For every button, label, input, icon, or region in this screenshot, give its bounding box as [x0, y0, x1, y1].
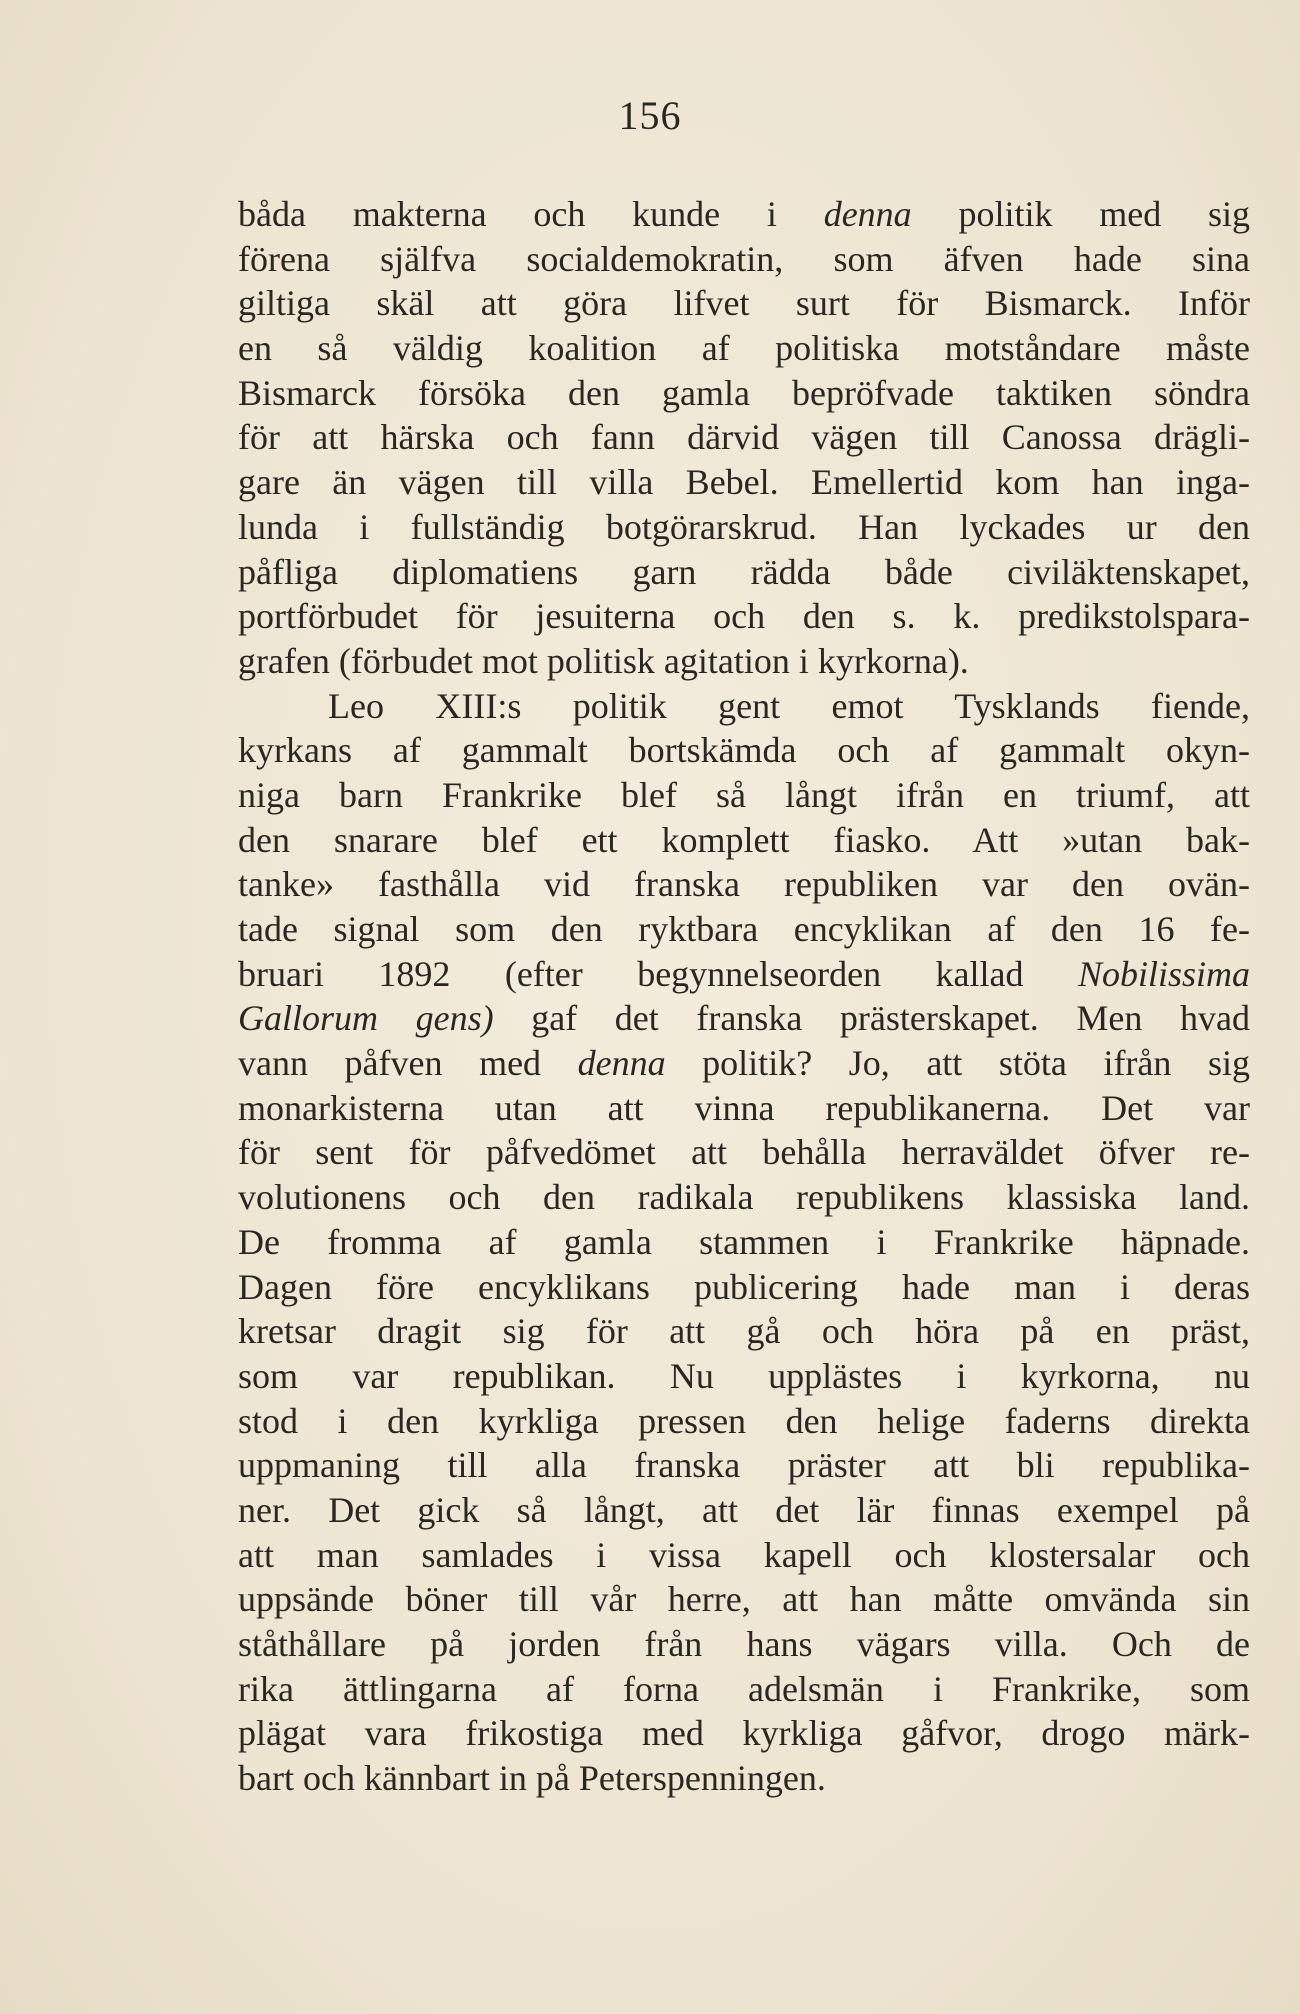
page-number: 156: [618, 93, 682, 138]
text-line: niga barn Frankrike blef så långt ifrån en triumf, att: [238, 774, 1250, 815]
text-line: uppsände böner till vår herre, att han måtte omvända sin: [238, 1579, 1250, 1620]
text-line: gare än vägen till villa Bebel. Emellertid kom han inga-: [238, 462, 1250, 503]
text-line: en så väldig koalition af politiska motståndare måste: [238, 328, 1250, 369]
text-line: stod i den kyrkliga pressen den helige faderns direkta: [238, 1400, 1250, 1441]
text-line: båda makterna och kunde i denna politik med sig: [238, 194, 1250, 234]
text-line: Bismarck försöka den gamla bepröfvade taktiken söndra: [238, 372, 1250, 413]
text-line: påfliga diplomatiens garn rädda både civiläktenskapet,: [238, 551, 1250, 592]
text-line: tanke» fasthålla vid franska republiken var den ovän-: [238, 864, 1250, 905]
text-line: kretsar dragit sig för att gå och höra på en präst,: [238, 1311, 1250, 1352]
body-text: [238, 192, 1250, 1801]
text-line: ståthållare på jorden från hans vägars villa. Och de: [238, 1624, 1250, 1664]
text-line: Dagen före encyklikans publicering hade man i deras: [238, 1266, 1250, 1307]
text-line: att man samlades i vissa kapell och klostersalar och: [238, 1534, 1250, 1575]
text-line: lunda i fullständig botgörarskrud. Han lyckades ur den: [238, 506, 1250, 547]
text-line: De fromma af gamla stammen i Frankrike häpnade.: [238, 1221, 1250, 1262]
text-line: Gallorum gens) gaf det franska prästerskapet. Men hvad: [238, 998, 1250, 1039]
text-line: uppmaning till alla franska präster att bli republika-: [238, 1445, 1250, 1486]
text-line: den snarare blef ett komplett fiasko. Att »utan bak-: [238, 819, 1250, 860]
text-line: för att härska och fann därvid vägen till Canossa drägli-: [238, 417, 1250, 458]
text-line: bart och kännbart in på Peterspenningen.: [238, 1758, 826, 1799]
text-line: portförbudet för jesuiterna och den s. k. predikstolspara-: [238, 596, 1250, 637]
text-line: kyrkans af gammalt bortskämda och af gammalt okyn-: [238, 730, 1250, 771]
text-line: bruari 1892 (efter begynnelseorden kallad Nobilissima: [238, 953, 1250, 994]
text-line: volutionens och den radikala republikens klassiska land.: [238, 1177, 1250, 1218]
text-line: Leo XIII:s politik gent emot Tysklands fiende,: [328, 685, 1250, 726]
text-line: för sent för påfvedömet att behålla herraväldet öfver re-: [238, 1132, 1250, 1173]
text-line: rika ättlingarna af forna adelsmän i Frankrike, som: [238, 1668, 1250, 1709]
text-line: grafen (förbudet mot politisk agitation i kyrkorna).: [238, 640, 969, 681]
text-line: vann påfven med denna politik? Jo, att stöta ifrån sig: [238, 1043, 1250, 1084]
text-line: förena själfva socialdemokratin, som äfven hade sina: [238, 238, 1250, 279]
text-line: tade signal som den ryktbara encyklikan af den 16 fe-: [238, 909, 1250, 949]
text-line: monarkisterna utan att vinna republikanerna. Det var: [238, 1087, 1250, 1128]
text-line: ner. Det gick så långt, att det lär finnas exempel på: [238, 1489, 1250, 1530]
text-line: plägat vara frikostiga med kyrkliga gåfvor, drogo märk-: [238, 1713, 1250, 1754]
text-line: giltiga skäl att göra lifvet surt för Bismarck. Inför: [238, 283, 1250, 324]
text-line: som var republikan. Nu upplästes i kyrkorna, nu: [238, 1355, 1250, 1396]
